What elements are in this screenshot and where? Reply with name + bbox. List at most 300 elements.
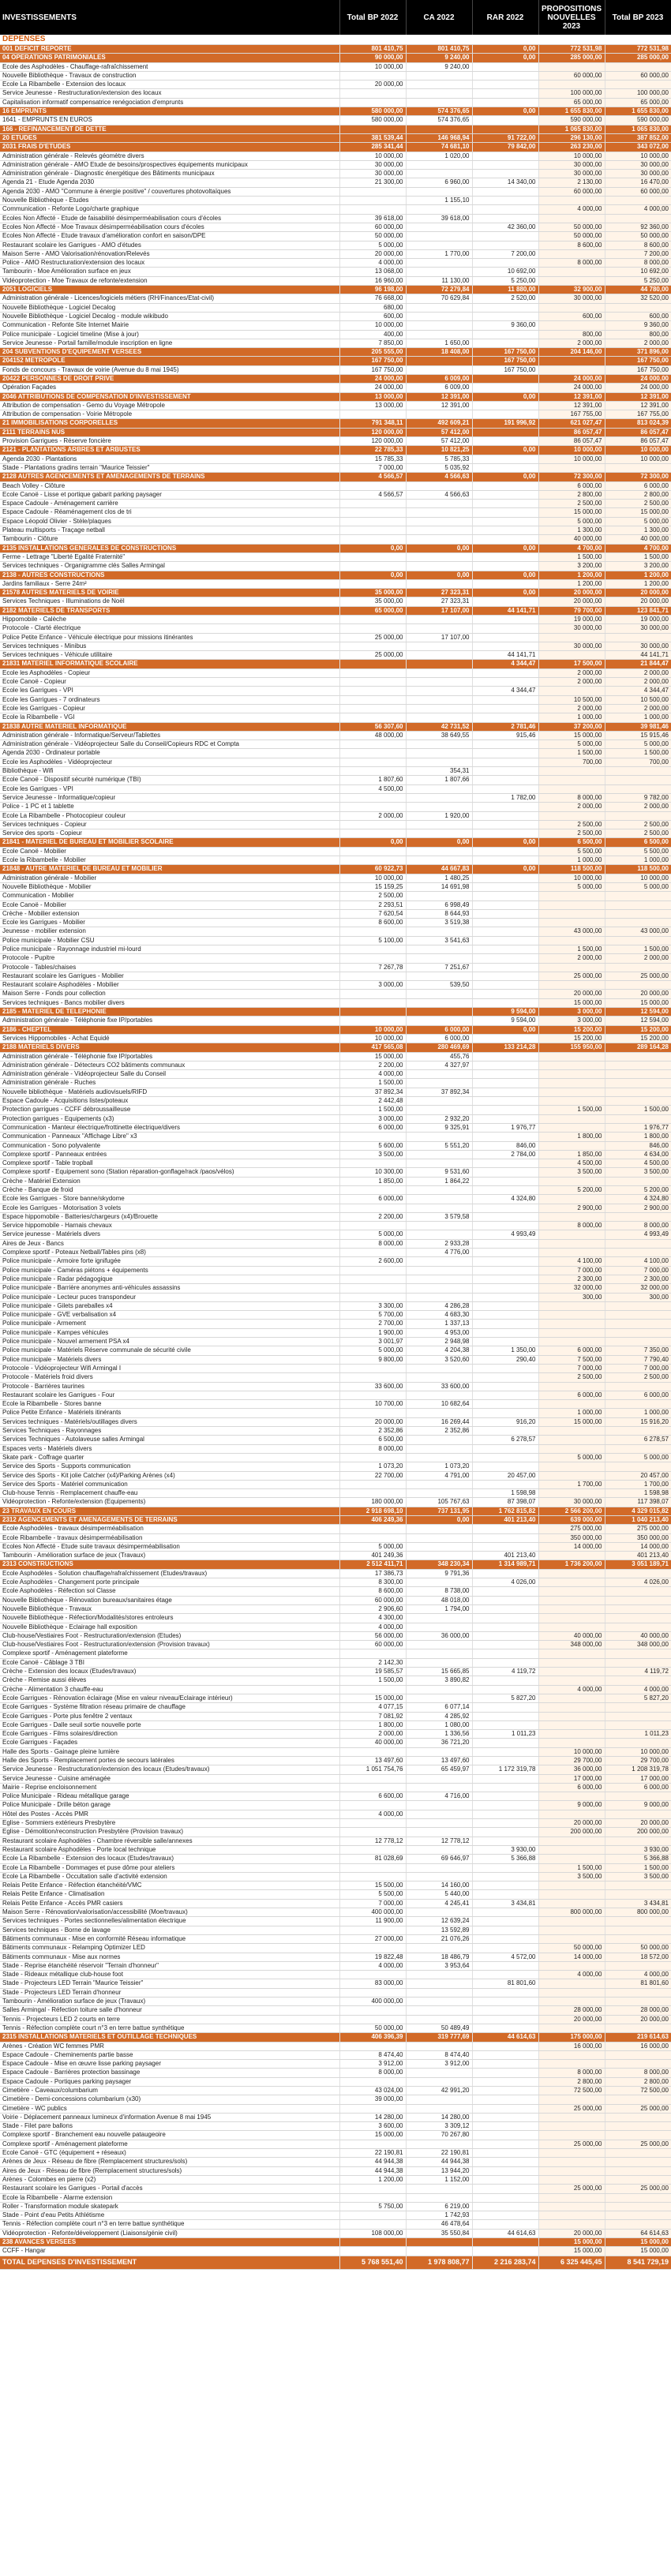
cell-ca-2022 (406, 1159, 472, 1168)
cell-bp-2023: 2 300,00 (605, 1275, 671, 1283)
cell-ca-2022: 5 440,00 (406, 1890, 472, 1899)
line-item-row (0, 1819, 671, 1828)
cell-bp-2022: 2 442,48 (339, 1097, 406, 1106)
cell-ca-2022: 27 323,31 (406, 589, 472, 597)
line-item-row (0, 927, 671, 936)
cell-rar-2022: 5 250,00 (472, 276, 538, 285)
row-label: Ecole Garrigues - Porte plus fenêtre 2 ventaux (0, 1712, 339, 1720)
cell-bp-2023: 1 040 213,40 (605, 1515, 671, 1524)
cell-propositions-2023: 9 000,00 (538, 1801, 605, 1810)
cell-bp-2022: 406 396,39 (339, 2033, 406, 2042)
cell-bp-2022: 5 600,00 (339, 1141, 406, 1150)
cell-ca-2022: 18 486,79 (406, 1953, 472, 1961)
line-item-row (0, 1828, 671, 1837)
cell-ca-2022 (406, 1275, 472, 1283)
cell-bp-2022: 4 000,00 (339, 1070, 406, 1079)
cell-bp-2023: 25 000,00 (605, 2104, 671, 2113)
cell-ca-2022: 1 020,00 (406, 152, 472, 160)
cell-bp-2023: 19 000,00 (605, 616, 671, 624)
cell-propositions-2023: 14 000,00 (538, 1542, 605, 1551)
cell-propositions-2023: 1 736 200,00 (538, 1560, 605, 1569)
cell-ca-2022: 17 107,00 (406, 633, 472, 642)
row-label: Police municipale - Caméras piétons + équipements (0, 1266, 339, 1275)
cell-rar-2022 (472, 2131, 538, 2140)
cell-bp-2023 (605, 1249, 671, 1257)
cell-bp-2023: 72 500,00 (605, 2086, 671, 2095)
cell-bp-2022: 1 807,60 (339, 776, 406, 784)
cell-bp-2023: 25 000,00 (605, 972, 671, 980)
cell-ca-2022: 9 791,36 (406, 1569, 472, 1578)
row-label: Ecole les Asphodèles - Copieur (0, 668, 339, 677)
cell-ca-2022: 574 376,65 (406, 116, 472, 125)
cell-ca-2022: 69 646,97 (406, 1855, 472, 1863)
cell-bp-2023 (605, 2149, 671, 2158)
cell-ca-2022 (406, 481, 472, 490)
cell-propositions-2023: 8 000,00 (538, 2069, 605, 2077)
line-item-row (0, 1052, 671, 1061)
cell-bp-2023: 2 900,00 (605, 1204, 671, 1212)
cell-propositions-2023 (538, 1141, 605, 1150)
cell-ca-2022 (406, 892, 472, 900)
cell-propositions-2023 (538, 2024, 605, 2032)
cell-bp-2023: 24 000,00 (605, 384, 671, 392)
cell-ca-2022: 6 077,14 (406, 1703, 472, 1712)
cell-propositions-2023: 20 000,00 (538, 2015, 605, 2024)
header-propositions-2023: PROPOSITIONS NOUVELLES 2023 (538, 0, 605, 35)
chapter-row (0, 722, 671, 731)
cell-ca-2022: 10 821,25 (406, 446, 472, 455)
cell-bp-2022: 8 000,00 (339, 2069, 406, 2077)
cell-rar-2022: 14 340,00 (472, 178, 538, 187)
cell-propositions-2023 (538, 2095, 605, 2104)
cell-propositions-2023 (538, 1462, 605, 1471)
cell-propositions-2023 (538, 1239, 605, 1248)
cell-propositions-2023 (538, 1301, 605, 1310)
row-label: Arènes - Création WC femmes PMR (0, 2042, 339, 2050)
row-label: Club-house/Vestiaires Foot - Restructuration/extension (Provision travaux) (0, 1641, 339, 1649)
cell-bp-2023: 4 000,00 (605, 205, 671, 214)
cell-bp-2023: 2 500,00 (605, 500, 671, 508)
cell-rar-2022 (472, 187, 538, 196)
cell-bp-2022: 33 600,00 (339, 1382, 406, 1391)
cell-bp-2022 (339, 616, 406, 624)
cell-ca-2022: 3 520,60 (406, 1355, 472, 1364)
cell-propositions-2023: 3 500,00 (538, 1168, 605, 1177)
row-label: Crèche - Remise aussi élèves (0, 1676, 339, 1685)
cell-ca-2022 (406, 321, 472, 330)
cell-bp-2022: 30 000,00 (339, 160, 406, 169)
cell-bp-2023 (605, 2193, 671, 2202)
row-label: Nouvelle Bibliothèque - Logiciel Decalog - module wikibudo (0, 312, 339, 320)
cell-propositions-2023: 20 000,00 (538, 1819, 605, 1828)
row-label: Stade - Point d'eau Petits Athlétisme (0, 2211, 339, 2220)
cell-rar-2022: 1 172 319,78 (472, 1765, 538, 1774)
cell-rar-2022: 4 344,47 (472, 687, 538, 695)
cell-rar-2022 (472, 1614, 538, 1623)
line-item-row (0, 1855, 671, 1863)
cell-bp-2022: 5 750,00 (339, 2202, 406, 2211)
cell-bp-2023 (605, 1998, 671, 2006)
cell-bp-2022: 7 850,00 (339, 339, 406, 347)
header-total-bp-2023: Total BP 2023 (605, 0, 671, 35)
cell-rar-2022: 846,00 (472, 1141, 538, 1150)
cell-propositions-2023 (538, 1578, 605, 1587)
cell-rar-2022 (472, 517, 538, 526)
row-label: 20422 PERSONNES DE DROIT PRIVE (0, 374, 339, 383)
cell-bp-2023 (605, 1382, 671, 1391)
line-item-row (0, 526, 671, 535)
line-item-row (0, 1569, 671, 1578)
cell-propositions-2023 (538, 767, 605, 776)
line-item-row (0, 249, 671, 258)
cell-propositions-2023: 32 000,00 (538, 1284, 605, 1293)
row-label: 2051 LOGICIELS (0, 286, 339, 294)
line-item-row (0, 508, 671, 517)
cell-bp-2022 (339, 749, 406, 758)
cell-propositions-2023 (538, 1444, 605, 1453)
header-total-bp-2022: Total BP 2022 (339, 0, 406, 35)
row-label: Police Municipale - Drille béton garage (0, 1801, 339, 1810)
cell-rar-2022 (472, 2238, 538, 2247)
cell-bp-2023: 12 391,00 (605, 401, 671, 410)
row-label: Bâtiments communaux - Relamping Optimizer LED (0, 1944, 339, 1953)
cell-bp-2023: 15 000,00 (605, 2238, 671, 2247)
cell-rar-2022 (472, 170, 538, 178)
row-label: Administration générale - Ruches (0, 1079, 339, 1088)
line-item-row (0, 1453, 671, 1462)
cell-bp-2023: 100 000,00 (605, 89, 671, 98)
row-label: Espace Cadoule - Portiques parking paysager (0, 2077, 339, 2086)
row-label: Stade - Reprise étanchéité réservoir "Terrain d'honneur" (0, 1961, 339, 1970)
line-item-row (0, 624, 671, 633)
cell-propositions-2023 (538, 62, 605, 71)
cell-ca-2022: 737 131,95 (406, 1507, 472, 1515)
line-item-row (0, 1525, 671, 1533)
cell-bp-2023: 25 000,00 (605, 2185, 671, 2193)
row-label: Communication - Sono polyvalente (0, 1141, 339, 1150)
cell-propositions-2023: 1 000,00 (538, 856, 605, 865)
line-item-row (0, 793, 671, 802)
cell-bp-2023: 813 024,39 (605, 419, 671, 428)
row-label: Espace Cadoule - Aménagement carrière (0, 500, 339, 508)
cell-bp-2023 (605, 1427, 671, 1436)
cell-ca-2022 (406, 758, 472, 766)
cell-bp-2023 (605, 2131, 671, 2140)
cell-ca-2022 (406, 2193, 472, 2202)
line-item-row (0, 1801, 671, 1810)
cell-propositions-2023 (538, 1720, 605, 1729)
line-item-row (0, 1471, 671, 1480)
cell-ca-2022: 105 767,63 (406, 1498, 472, 1507)
row-label: Communication - Panneaux "Affichage Libre" x3 (0, 1133, 339, 1141)
cell-propositions-2023 (538, 2149, 605, 2158)
cell-bp-2022: 20 000,00 (339, 249, 406, 258)
cell-propositions-2023 (538, 303, 605, 312)
cell-propositions-2023: 79 700,00 (538, 606, 605, 615)
cell-bp-2022: 60 000,00 (339, 223, 406, 231)
cell-bp-2022: 10 000,00 (339, 874, 406, 882)
cell-bp-2022: 1 500,00 (339, 1106, 406, 1114)
cell-rar-2022 (472, 1757, 538, 1765)
cell-bp-2022: 6 000,00 (339, 1195, 406, 1204)
table-body (0, 35, 671, 2256)
cell-bp-2022 (339, 1685, 406, 1694)
cell-ca-2022 (406, 1971, 472, 1979)
cell-bp-2022: 24 000,00 (339, 374, 406, 383)
chapter-row (0, 54, 671, 62)
cell-ca-2022: 39 618,00 (406, 214, 472, 223)
cell-bp-2022: 56 000,00 (339, 1631, 406, 1640)
cell-propositions-2023: 20 000,00 (538, 2229, 605, 2237)
cell-ca-2022 (406, 1685, 472, 1694)
row-label: Administration générale - Licences/logiciels métiers (RH/Finances/Etat-civil) (0, 294, 339, 303)
cell-bp-2023: 20 000,00 (605, 990, 671, 998)
cell-bp-2023: 1 655 830,00 (605, 107, 671, 116)
cell-bp-2022: 400,00 (339, 330, 406, 339)
row-label: Aires de Jeux - Bancs (0, 1239, 339, 1248)
line-item-row (0, 1668, 671, 1676)
cell-bp-2023: 6 500,00 (605, 838, 671, 847)
cell-rar-2022 (472, 1881, 538, 1890)
cell-bp-2022: 2 600,00 (339, 1257, 406, 1266)
cell-bp-2022: 2 352,86 (339, 1427, 406, 1436)
cell-bp-2023 (605, 1088, 671, 1096)
cell-rar-2022 (472, 80, 538, 89)
cell-propositions-2023: 15 000,00 (538, 2247, 605, 2256)
cell-propositions-2023 (538, 1123, 605, 1132)
row-label: Ecole Garrigues - Rénovation éclairage (Mise en valeur niveau/Eclairage intérieur) (0, 1694, 339, 1702)
row-label: Stade - Filet pare ballons (0, 2122, 339, 2131)
cell-bp-2023: 2 000,00 (605, 704, 671, 713)
cell-rar-2022 (472, 526, 538, 535)
cell-propositions-2023 (538, 276, 605, 285)
cell-bp-2022: 20 000,00 (339, 1417, 406, 1426)
cell-propositions-2023 (538, 2060, 605, 2069)
cell-bp-2023 (605, 1649, 671, 1658)
cell-rar-2022 (472, 1649, 538, 1658)
cell-bp-2023 (605, 1623, 671, 1631)
cell-ca-2022: 4 953,00 (406, 1328, 472, 1337)
row-label: Police municipale - Lecteur puces transpondeur (0, 1293, 339, 1301)
cell-bp-2023: 200 000,00 (605, 1828, 671, 1837)
row-label: Complexe sportif - Poteaux Netball/Tables pins (x8) (0, 1249, 339, 1257)
cell-ca-2022 (406, 1863, 472, 1872)
line-item-row (0, 535, 671, 544)
line-item-row (0, 268, 671, 276)
cell-ca-2022: 4 776,00 (406, 1249, 472, 1257)
cell-rar-2022 (472, 2069, 538, 2077)
cell-propositions-2023: 2 500,00 (538, 829, 605, 838)
cell-bp-2023: 4 634,00 (605, 1150, 671, 1159)
row-label: 2121 - PLANTATIONS ARBRES ET ARBUSTES (0, 446, 339, 455)
line-item-row (0, 1533, 671, 1542)
cell-rar-2022: 1 782,00 (472, 793, 538, 802)
cell-bp-2023: 5 250,00 (605, 276, 671, 285)
cell-propositions-2023: 10 000,00 (538, 446, 605, 455)
cell-propositions-2023 (538, 1988, 605, 1997)
row-label: Relais Petite Enfance - Climatisation (0, 1890, 339, 1899)
cell-bp-2023: 1 500,00 (605, 552, 671, 561)
cell-rar-2022 (472, 1133, 538, 1141)
cell-rar-2022: 42 360,00 (472, 223, 538, 231)
row-label: Ecole la Ribambelle - VGI (0, 713, 339, 722)
row-label: Nouvelle Bibliothèque - Réfection/Modalités/stores entroleurs (0, 1614, 339, 1623)
cell-bp-2022: 1 500,00 (339, 1676, 406, 1685)
cell-bp-2022 (339, 1293, 406, 1301)
line-item-row (0, 312, 671, 320)
line-item-row (0, 945, 671, 953)
cell-propositions-2023: 10 000,00 (538, 874, 605, 882)
cell-rar-2022 (472, 1204, 538, 1212)
cell-bp-2022: 2 142,30 (339, 1658, 406, 1667)
cell-bp-2023: 4 344,47 (605, 687, 671, 695)
cell-bp-2023: 5 500,00 (605, 847, 671, 856)
cell-bp-2023: 32 000,00 (605, 1284, 671, 1293)
cell-bp-2022: 401 249,36 (339, 1552, 406, 1560)
cell-bp-2022: 15 000,00 (339, 1694, 406, 1702)
chapter-row (0, 660, 671, 668)
cell-bp-2022 (339, 1971, 406, 1979)
cell-bp-2022 (339, 89, 406, 98)
cell-propositions-2023: 19 000,00 (538, 616, 605, 624)
cell-bp-2023: 8 000,00 (605, 2069, 671, 2077)
cell-propositions-2023 (538, 1382, 605, 1391)
cell-ca-2022: 3 890,82 (406, 1676, 472, 1685)
cell-bp-2022 (339, 98, 406, 107)
cell-bp-2023: 2 800,00 (605, 2077, 671, 2086)
row-label: 166 - REFINANCEMENT DE DETTE (0, 125, 339, 133)
cell-ca-2022: 21 076,26 (406, 1934, 472, 1943)
cell-bp-2022 (339, 990, 406, 998)
row-label: Police municipale - Barrière anonymes anti-véhicules assassins (0, 1284, 339, 1293)
cell-rar-2022 (472, 1685, 538, 1694)
cell-bp-2022: 10 000,00 (339, 321, 406, 330)
line-item-row (0, 1204, 671, 1212)
cell-ca-2022: 3 309,12 (406, 2122, 472, 2131)
row-label: Voirie - Déplacement panneaux lumineux d'information Avenue 8 mai 1945 (0, 2113, 339, 2121)
line-item-row (0, 1998, 671, 2006)
cell-propositions-2023: 118 500,00 (538, 865, 605, 874)
cell-propositions-2023 (538, 357, 605, 365)
cell-rar-2022 (472, 2175, 538, 2184)
cell-bp-2023: 1 500,00 (605, 1863, 671, 1872)
cell-ca-2022: 2 933,28 (406, 1239, 472, 1248)
cell-rar-2022 (472, 668, 538, 677)
line-item-row (0, 784, 671, 793)
cell-bp-2023 (605, 1739, 671, 1747)
cell-bp-2022 (339, 793, 406, 802)
cell-ca-2022: 15 665,85 (406, 1668, 472, 1676)
line-item-row (0, 1159, 671, 1168)
cell-bp-2022: 96 198,00 (339, 286, 406, 294)
cell-rar-2022 (472, 1525, 538, 1533)
cell-rar-2022 (472, 1944, 538, 1953)
chapter-row (0, 544, 671, 552)
cell-bp-2022: 13 497,60 (339, 1757, 406, 1765)
cell-rar-2022 (472, 2060, 538, 2069)
cell-rar-2022 (472, 508, 538, 517)
cell-rar-2022 (472, 1364, 538, 1372)
cell-bp-2023: 9 782,00 (605, 793, 671, 802)
line-item-row (0, 1658, 671, 1667)
cell-ca-2022 (406, 1453, 472, 1462)
row-label: Agenda 2030 - Ordinateur portable (0, 749, 339, 758)
cell-rar-2022 (472, 1998, 538, 2006)
line-item-row (0, 1604, 671, 1613)
cell-rar-2022 (472, 1114, 538, 1123)
cell-bp-2022: 6 600,00 (339, 1792, 406, 1801)
cell-bp-2022: 8 474,40 (339, 2050, 406, 2059)
row-label: Police municipale - Kampes véhicules (0, 1328, 339, 1337)
line-item-row (0, 758, 671, 766)
row-label: 2182 MATERIELS DE TRANSPORTS (0, 606, 339, 615)
cell-bp-2022: 8 600,00 (339, 1587, 406, 1596)
cell-ca-2022 (406, 1133, 472, 1141)
row-label: Halle des Sports - Gainage pleine lumière (0, 1747, 339, 1756)
cell-bp-2023: 12 594,00 (605, 1008, 671, 1017)
line-item-row (0, 223, 671, 231)
cell-propositions-2023 (538, 1552, 605, 1560)
cell-bp-2023 (605, 767, 671, 776)
header-rar-2022: RAR 2022 (472, 0, 538, 35)
cell-ca-2022 (406, 1998, 472, 2006)
cell-ca-2022 (406, 668, 472, 677)
cell-bp-2023 (605, 1587, 671, 1596)
cell-bp-2022: 400 000,00 (339, 1908, 406, 1917)
line-item-row (0, 1703, 671, 1712)
cell-bp-2022 (339, 552, 406, 561)
line-item-row (0, 695, 671, 704)
cell-propositions-2023 (538, 365, 605, 374)
cell-bp-2022 (339, 668, 406, 677)
cell-ca-2022: 27 323,31 (406, 597, 472, 606)
cell-propositions-2023: 10 000,00 (538, 455, 605, 463)
line-item-row (0, 2229, 671, 2237)
row-label: Nouvelle Bibliothèque - Mobilier (0, 882, 339, 891)
cell-propositions-2023 (538, 197, 605, 205)
row-label: Agenda 21 - Etude Agenda 2030 (0, 178, 339, 187)
line-item-row (0, 294, 671, 303)
line-item-row (0, 62, 671, 71)
line-item-row (0, 909, 671, 918)
cell-bp-2023 (605, 900, 671, 909)
cell-rar-2022 (472, 2158, 538, 2166)
line-item-row (0, 1614, 671, 1623)
cell-bp-2023 (605, 1079, 671, 1088)
row-label: Communication - Mobilier (0, 892, 339, 900)
cell-propositions-2023: 1 500,00 (538, 945, 605, 953)
cell-bp-2023 (605, 981, 671, 990)
line-item-row (0, 321, 671, 330)
cell-ca-2022: 1 742,93 (406, 2211, 472, 2220)
cell-propositions-2023: 5 000,00 (538, 517, 605, 526)
cell-bp-2023: 10 000,00 (605, 1747, 671, 1756)
cell-rar-2022 (472, 552, 538, 561)
cell-bp-2022: 7 267,78 (339, 963, 406, 972)
cell-ca-2022 (406, 651, 472, 660)
cell-ca-2022 (406, 740, 472, 749)
row-label: Ecoles Non Affecté - Moe Travaux désimperméabilisation cours d'écoles (0, 223, 339, 231)
cell-ca-2022 (406, 616, 472, 624)
cell-bp-2022 (339, 927, 406, 936)
cell-bp-2022: 10 300,00 (339, 1168, 406, 1177)
cell-propositions-2023: 43 000,00 (538, 927, 605, 936)
row-label: Agenda 2030 - AMO "Commune à énergie positive" / couvertures photovoltaïques (0, 187, 339, 196)
cell-rar-2022: 44 141,71 (472, 651, 538, 660)
row-label: Police municipale - Armement (0, 1320, 339, 1328)
row-label: Ecole les Garrigues - 7 ordinateurs (0, 695, 339, 704)
cell-rar-2022: 401 213,40 (472, 1552, 538, 1560)
